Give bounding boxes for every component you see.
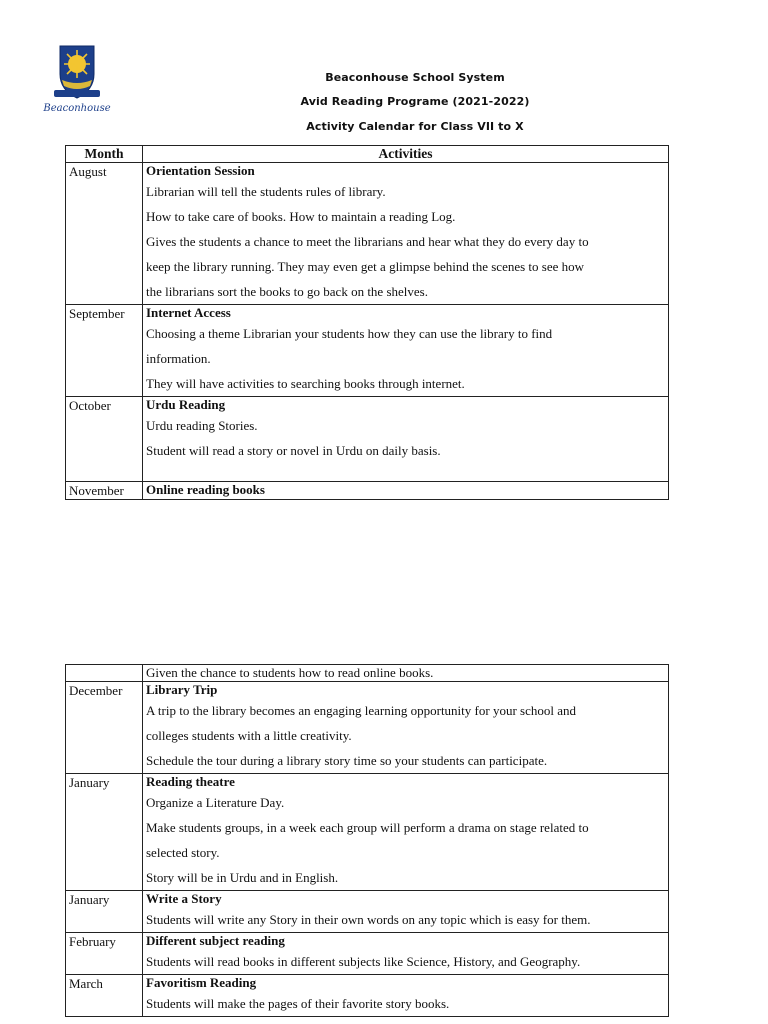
table-row (66, 774, 669, 891)
activity-cell (143, 482, 669, 500)
activity-calendar-table (65, 145, 669, 500)
month-cell: March (66, 975, 143, 1017)
activity-line: Gives the students a chance to meet the librarians and hear what they do every day to (146, 234, 589, 249)
beaconhouse-logo (34, 40, 120, 120)
activity-line: How to take care of books. How to maintain a reading Log. (146, 209, 456, 224)
activity-line: selected story. (146, 845, 220, 860)
calendar-title: Activity Calendar for Class VII to X (306, 120, 524, 133)
logo-text: Beaconhouse (43, 103, 111, 114)
table-row (66, 891, 669, 933)
school-name: Beaconhouse School System (325, 71, 505, 84)
activity-cell (143, 774, 669, 891)
activity-line: Choosing a theme Librarian your students how they can use the library to find (146, 326, 553, 341)
activity-title: Reading theatre (146, 774, 235, 789)
activity-title: Internet Access (146, 305, 231, 320)
month-cell: January (66, 891, 143, 933)
activity-line: Librarian will tell the students rules of library. (146, 184, 386, 199)
activity-cell (143, 682, 669, 774)
activity-line: Student will read a story or novel in Urdu on daily basis. (146, 443, 441, 458)
activity-line: keep the library running. They may even get a glimpse behind the scenes to see how (146, 259, 585, 274)
activity-line: Given the chance to students how to read online books. (146, 665, 434, 680)
table-row (66, 933, 669, 975)
activity-cell (143, 665, 669, 682)
activity-line: Students will make the pages of their favorite story books. (146, 996, 450, 1011)
activity-cell (143, 975, 669, 1017)
activity-line: Story will be in Urdu and in English. (146, 870, 339, 885)
month-cell: August (66, 163, 143, 305)
month-cell (66, 665, 143, 682)
activity-line: A trip to the library becomes an engaging learning opportunity for your school and (146, 703, 576, 718)
table-row (66, 682, 669, 774)
activity-line: information. (146, 351, 211, 366)
activity-line: Students will write any Story in their own words on any topic which is easy for them. (146, 912, 591, 927)
table-row (66, 975, 669, 1017)
activity-title: Library Trip (146, 682, 218, 697)
table-row (66, 482, 669, 500)
activity-calendar-table-continued (65, 664, 669, 1017)
month-cell: September (66, 305, 143, 397)
activity-line: the librarians sort the books to go back on the shelves. (146, 284, 428, 299)
table-row (66, 665, 669, 682)
activity-cell (143, 163, 669, 305)
activity-cell (143, 933, 669, 975)
activity-title: Write a Story (146, 891, 222, 906)
month-cell: November (66, 482, 143, 500)
activity-line: Schedule the tour during a library story time so your students can participate. (146, 753, 548, 768)
month-cell: October (66, 397, 143, 482)
activity-cell (143, 891, 669, 933)
table-header-row (66, 146, 669, 163)
activity-line: Students will read books in different subjects like Science, History, and Geography. (146, 954, 581, 969)
activity-title: Urdu Reading (146, 397, 226, 412)
month-column-header: Month (66, 146, 143, 163)
activity-line: They will have activities to searching books through internet. (146, 376, 465, 391)
table-row (66, 163, 669, 305)
month-cell: December (66, 682, 143, 774)
programme-title: Avid Reading Programe (2021-2022) (300, 95, 530, 108)
month-cell: January (66, 774, 143, 891)
activities-column-header: Activities (143, 146, 669, 163)
activity-cell (143, 397, 669, 482)
table-row (66, 397, 669, 482)
activity-title: Favoritism Reading (146, 975, 257, 990)
activity-line: colleges students with a little creativity. (146, 728, 352, 743)
activity-title: Online reading books (146, 482, 265, 497)
activity-line: Make students groups, in a week each group will perform a drama on stage related to (146, 820, 589, 835)
activity-line: Organize a Literature Day. (146, 795, 285, 810)
month-cell: February (66, 933, 143, 975)
activity-title: Different subject reading (146, 933, 285, 948)
beaconhouse-crest-icon (34, 40, 120, 120)
table-row (66, 305, 669, 397)
activity-cell (143, 305, 669, 397)
activity-line: Urdu reading Stories. (146, 418, 258, 433)
activity-title: Orientation Session (146, 163, 255, 178)
